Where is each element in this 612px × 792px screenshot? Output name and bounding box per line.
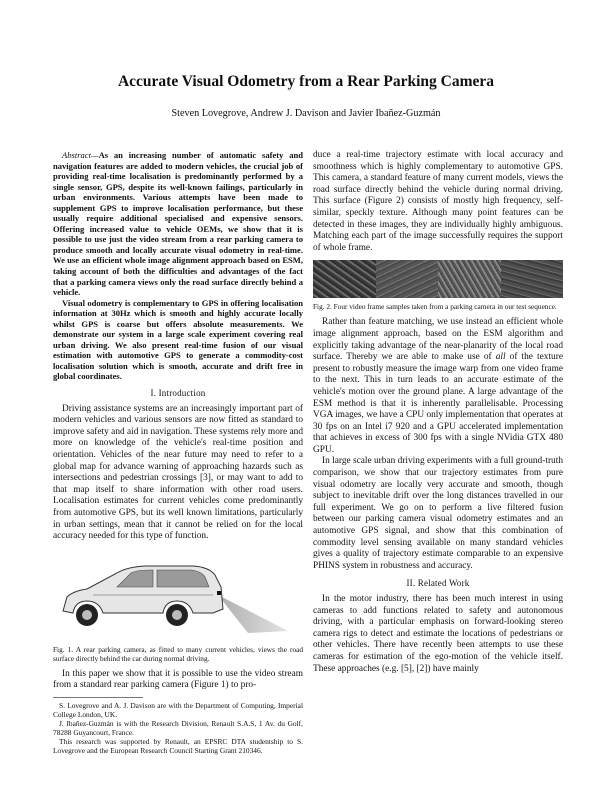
video-frame-1 — [313, 260, 376, 298]
right-paragraph-3: In large scale urban driving experiments with a full ground-truth comparison, we show that our trajectory estimates from pure visual odometry are locally very accurate and smooth, though subject to inevitable drift over the long distances travelled in our full experiment. We go on to perform a live filtered fusion between our parking camera visual odometry estimates and an automotive GPS signal, and show that this combination of commodity level sensing available on many standard vehicles gives a quality of trajectory estimate comparable to an expensive PHINS system in robustness and accuracy. — [313, 456, 563, 571]
intro-paragraph-1: Driving assistance systems are an increasingly important part of modern vehicles and various sensors are now fitted as standard to improve safety and aid in navigation. These systems rely more and more on knowledge of the vehicle's real-time position and orientation. Vehicles of the near future may need to refer to a global map for advance warning of approaching hazards such as intersections and pedestrian crossings [3], or may want to add to that map itself to share information with other road users. Localisation estimates for current vehicles come predominantly from automotive GPS, but its well known limitations, particularly in urban settings, mean that it cannot be relied on for the local accuracy needed for this type of function. — [53, 403, 303, 542]
right-paragraph-2 — [313, 317, 563, 456]
video-frame-2 — [376, 260, 439, 298]
abstract-paragraph-2: Visual odometry is complementary to GPS in offering localisation information at 30Hz which is smooth and highly accurate locally whilst GPS is coarse but offers absolute measurements. We demonstrate our system in a large scale experiment covering real urban driving. We also present real-time fusion of our visual estimation with automotive GPS to generate a commodity-cost localisation solution which is smooth, accurate and drift free in global coordinates. — [53, 297, 303, 382]
figure-1-caption: Fig. 1. A rear parking camera, as fitted to many current vehicles, views the road surface directly behind the car during normal driving. — [53, 644, 303, 663]
figure-1-car-illustration — [53, 551, 303, 641]
related-work-paragraph-1: In the motor industry, there has been much interest in using cameras to add functions related to safety and autonomous driving, with a particular emphasis on forward-looking stereo camera rigs to detect and estimate the locations of pedestrians or other vehicles. There have recently been attempts to use these cameras for estimation of the ego-motion of the vehicle itself. These approaches (e.g. [5], [2]) have mainly — [313, 594, 563, 674]
abstract-label: Abstract— — [62, 150, 99, 160]
section-heading-introduction: I. Introduction — [150, 388, 206, 399]
figure-2-caption: Fig. 2. Four video frame samples taken from a parking camera in our test sequence. — [313, 302, 557, 312]
abstract-text-1: As an increasing number of automatic safety and navigation features are added to modern vehicles, the crucial job of providing real-time localisation is predominantly performed by a single sensor, GPS, despite its well-known failings, particularly in urban environments. Various attempts have been made to supplement GPS to improve localisation performance, but these usually require additional specialised and expensive sensors. Offering increased value to vehicle OEMs, we show that it is possible to use just the video stream from a rear parking camera to produce smooth and locally accurate visual odometry in real-time. We use an efficient whole image alignment approach based on ESM, taking account of both the difficulties and advantages of the fact that a parking camera views only the road surface directly behind a vehicle. — [53, 150, 303, 298]
video-frame-3 — [438, 260, 501, 298]
section-heading-related-work: II. Related Work — [406, 578, 470, 589]
paper-title: Accurate Visual Odometry from a Rear Parking Camera — [117, 73, 495, 90]
right-paragraph-2-text-b: of the texture present to robustly measure the image warp from one video frame to the next. This in turn leads to an accurate estimate of the vehicle's motion over the ground plane. A large advantage of the ESM method is that it is inherently parallelisable. Processing VGA images, we have a CPU only implementation that operates at 30 fps on an Intel i7 920 and a GPU accelerated implementation that achieves in excess of 300 fps with a single NVidia GTX 480 GPU. — [313, 352, 563, 455]
right-column — [313, 150, 563, 675]
intro-paragraph-2: In this paper we show that it is possible to use the video stream from a standard rear parking camera (Figure 1) to pro- — [53, 668, 303, 691]
footnote-2: J. Ibañez-Guzmán is with the Research Division, Renault S.A.S, 1 Av. du Golf, 78288 Guyancourt, France. — [53, 718, 303, 737]
footnote-rule — [53, 697, 143, 698]
footnote-3: This research was supported by Renault, an EPSRC DTA studentship to S. Lovegrove and the European Research Council Starting Grant 210346. — [53, 736, 303, 755]
right-paragraph-1: duce a real-time trajectory estimate with local accuracy and smoothness which is highly complementary to automotive GPS. This camera, a standard feature of many current models, views the road surface directly behind the vehicle during normal driving. This surface (Figure 2) consists of mostly high frequency, self-similar, speckly texture. Although many point features can be detected in these images, they are individually highly ambiguous. Matching each part of the image successfully requires the support of whole frame. — [313, 150, 563, 253]
paper-authors: Steven Lovegrove, Andrew J. Davison and Javier Ibañez-Guzmán — [171, 108, 441, 119]
camera-view-cone — [218, 595, 288, 633]
right-paragraph-2-text-a: Rather than feature matching, we use instead an efficient whole image alignment approach, based on the ESM algorithm and explicitly taking advantage of the near-planarity of the local road surface. Thereby we are able to make use of — [313, 317, 563, 363]
footnote-1: S. Lovegrove and A. J. Davison are with the Department of Computing, Imperial College London, UK. — [53, 700, 303, 719]
video-frame-4 — [501, 260, 564, 298]
left-column — [53, 150, 303, 755]
abstract-paragraph-1 — [53, 150, 303, 298]
figure-2-image-strip — [313, 260, 563, 298]
parking-camera — [217, 591, 221, 595]
emphasis-all: all — [495, 352, 506, 363]
